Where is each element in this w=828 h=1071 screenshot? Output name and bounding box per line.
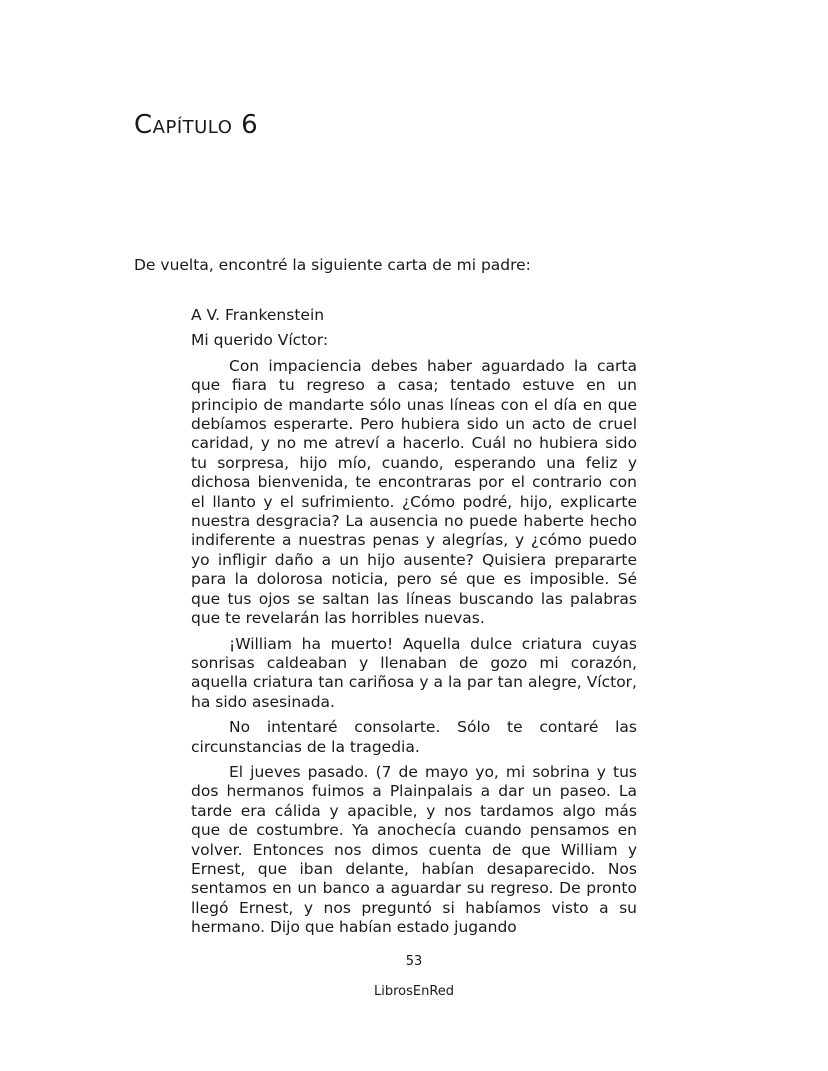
letter-salutation: Mi querido Víctor: [191,331,329,350]
letter-paragraph: ¡William ha muerto! Aquella dulce criatura cuyas sonrisas caldeaban y llenaban de gozo mi corazón, aquella criatura tan cariñosa y a la par tan alegre, Víctor, ha sido asesinada. [191,634,637,711]
letter-recipient: A V. Frankenstein [191,306,325,324]
chapter-title: Capítulo 6 [134,110,259,140]
publisher-footer: LibrosEnRed [373,984,455,999]
letter-paragraph: El jueves pasado. (7 de mayo yo, mi sobrina y tus dos hermanos fuimos a Plainpalais a dar un paseo. La tarde era cálida y apacible, y nos tardamos algo más que de costumbre. Ya anochecía cuando pensamos en volver. Entonces nos dimos cuenta de que William y Ernest, que iban delante, habían desaparecido. Nos sentamos en un banco a aguardar su regreso. De pronto llegó Ernest, y nos preguntó si habíamos visto a su hermano. Dijo que habían estado jugando [191,762,637,937]
page-number: 53 [405,954,423,969]
letter-body [191,306,637,944]
intro-paragraph: De vuelta, encontré la siguiente carta de mi padre: [134,256,531,274]
letter-paragraph: No intentaré consolarte. Sólo te contaré las circunstancias de la tragedia. [191,718,637,756]
letter-paragraph: Con impaciencia debes haber aguardado la carta que fiara tu regreso a casa; tentado estuve en un principio de mandarte sólo unas líneas con el día en que debíamos esperarte. Pero hubiera sido un acto de cruel caridad, y no me atreví a hacerlo. Cuál no hubiera sido tu sorpresa, hijo mío, cuando, esperando una feliz y dichosa bienvenida, te encontraras por el contrario con el llanto y el sufrimiento. ¿Cómo podré, hijo, explicarte nuestra desgracia? La ausencia no puede haberte hecho indiferente a nuestras penas y alegrías, y ¿cómo puedo yo infligir daño a un hijo ausente? Quisiera prepararte para la dolorosa noticia, pero sé que es imposible. Sé que tus ojos se saltan las líneas buscando las palabras que te revelarán las horribles nuevas. [191,356,637,628]
